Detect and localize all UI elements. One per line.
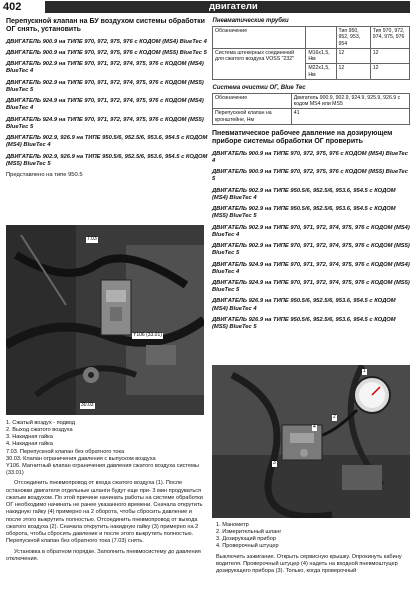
section-heading-bypass-valve: Перепускной клапан на БУ воздухом системы обработки ОГ снять, установить	[6, 18, 205, 34]
table-cell: Обозначение	[213, 27, 306, 49]
table-cell: Обозначение	[213, 94, 292, 109]
engine-spec: ДВИГАТЕЛЬ 900.9 на ТИПЕ 970, 972, 975, 976 с КОДОМ (MS4) BlueTec 4	[6, 38, 207, 45]
table-row	[213, 109, 410, 124]
table-cell: 12	[336, 48, 370, 63]
engine-spec: ДВИГАТЕЛЬ 900.9 на ТИПЕ 970, 972, 975, 976 с КОДОМ (MS4) BlueTec 4	[212, 150, 408, 164]
photo-label: 30.03	[81, 402, 94, 408]
bypass-valve-photo	[6, 225, 204, 415]
legend-item: 3. Накидная гайка	[6, 434, 53, 441]
legend-item: 1. Манометр	[216, 522, 249, 528]
photo-label: 7.03	[87, 236, 97, 242]
procedure-text: Выключить зажигание. Открыть сервисную крышку. Опрокинуть кабину водителя. Проверочный штуцер (4) надеть на входной пневмоштуцер дозирующего прибора (3). Только, когда проверочный	[216, 553, 402, 575]
legend-item: 7.03. Перепускной клапан без обратного тока	[6, 448, 125, 455]
pressure-gauge-illustration	[212, 365, 410, 518]
photo-label: 2	[333, 414, 336, 420]
engine-spec: ДВИГАТЕЛЬ 926.9 на ТИПЕ 950.5/6, 952.5/6, 953.6, 954.5 с КОДОМ (MS4) BlueTec 4	[212, 298, 396, 312]
table-cell: Перепускной клапан на кронштейне, Нм	[213, 109, 292, 124]
exhaust-system-table	[212, 85, 410, 125]
engine-spec: ДВИГАТЕЛЬ 902.9 на ТИПЕ 970, 971, 972, 974, 975, 976 с КОДОМ (MS4) BlueTec 4	[6, 61, 204, 75]
photo-label: 3	[273, 460, 276, 466]
legend-item: 4. Проверочный штуцер	[216, 543, 279, 550]
engine-spec: ДВИГАТЕЛЬ 924.9 на ТИПЕ 970, 971, 972, 974, 975, 976 с КОДОМ (MS4) BlueTec 4	[212, 261, 410, 275]
table-cell: 12	[336, 64, 370, 79]
page-header	[0, 0, 414, 14]
table-cell	[306, 27, 336, 49]
table-cell: Тип 970, 972, 974, 975, 976	[370, 27, 409, 49]
left-lower-text	[6, 420, 208, 563]
legend-item: 30.03. Клапан ограничения давления с выпуском воздуха	[6, 455, 156, 462]
table-cell: 12	[370, 48, 409, 63]
table-title: Система очистки ОГ, Blue Tec	[212, 84, 306, 91]
pneumatic-tubes-table	[212, 18, 410, 80]
engine-spec: ДВИГАТЕЛЬ 924.9 на ТИПЕ 970, 971, 972, 974, 975, 976 с КОДОМ (MS5) BlueTec 5	[6, 116, 204, 130]
legend-item: 2. Измерительный шланг	[216, 529, 282, 536]
section-title: двигатели	[45, 1, 410, 13]
right-column	[212, 18, 410, 335]
engine-spec: ДВИГАТЕЛЬ 902.9 на ТИПЕ 950.5/6, 952.5/6, 953.6, 954.5 с КОДОМ (MS5) BlueTec 5	[212, 206, 396, 220]
pressure-gauge-photo	[212, 365, 410, 518]
procedure-text: Установка в обратном порядке. Заполнить пневмосистему до давления отключения.	[6, 548, 201, 562]
photo-legend	[216, 522, 410, 551]
engine-spec: ДВИГАТЕЛЬ 902.9 на ТИПЕ 970, 971, 972, 974, 975, 976 с КОДОМ (MS5) BlueTec 5	[212, 243, 410, 257]
shown-on-note: Представлено на типе 950.5	[6, 172, 83, 179]
table-cell: M16x1,5, Нм	[306, 48, 336, 63]
engine-spec: ДВИГАТЕЛЬ 900.9 на ТИПЕ 970, 972, 975, 976 с КОДОМ (MS5) BlueTec 5	[6, 50, 207, 57]
engine-spec: ДВИГАТЕЛЬ 902.9 на ТИПЕ 950.5/6, 952.5/6, 953.6, 954.5 с КОДОМ (MS4) BlueTec 4	[212, 187, 396, 201]
bypass-valve-illustration	[6, 225, 204, 415]
table-cell: Двигатель 900.9, 902.9, 924.9, 925.9, 926.9 с кодом MS4 или MS5	[291, 94, 409, 109]
engine-spec: ДВИГАТЕЛЬ 924.9 на ТИПЕ 970, 971, 972, 974, 975, 976 с КОДОМ (MS4) BlueTec 4	[6, 98, 204, 112]
legend-item: 1. Сжатый воздух - подвод	[6, 420, 76, 426]
legend-item: 4. Накидная гайка	[6, 441, 53, 448]
photo-label: Y106 (33.01)	[133, 332, 162, 338]
table-cell: Тип 950, 952, 953, 954	[336, 27, 370, 49]
engine-spec: ДВИГАТЕЛЬ 924.9 на ТИПЕ 970, 971, 972, 974, 975, 976 с КОДОМ (MS5) BlueTec 5	[212, 280, 410, 294]
left-column	[6, 18, 208, 182]
photo-legend	[6, 420, 208, 477]
engine-spec: ДВИГАТЕЛЬ 902.9 на ТИПЕ 970, 971, 972, 974, 975, 976 с КОДОМ (MS5) BlueTec 5	[6, 79, 204, 93]
page-number: 402	[3, 1, 22, 13]
table-title: Пневматические трубки	[212, 18, 289, 24]
table-cell: 12	[370, 64, 409, 79]
table-cell: 41	[291, 109, 409, 124]
section-heading-pressure-check: Пневматическое рабочее давление на дозирующем приборе системы обработки ОГ проверить	[212, 129, 393, 146]
engine-spec: ДВИГАТЕЛЬ 900.9 на ТИПЕ 970, 972, 975, 976 с КОДОМ (MS5) BlueTec 5	[212, 169, 408, 183]
table-row	[213, 48, 410, 63]
table-row	[213, 94, 410, 109]
table-cell: M22x1,5, Нм	[306, 64, 336, 79]
table-cell: Система штекерных соединений для сжатого воздуха VOSS "232"	[213, 48, 306, 79]
engine-spec: ДВИГАТЕЛЬ 926.9 на ТИПЕ 950.5/6, 952.5/6, 953.6, 954.5 с КОДОМ (MS5) BlueTec 5	[212, 316, 396, 331]
photo-label: 4	[313, 424, 316, 430]
engine-spec: ДВИГАТЕЛЬ 902.9, 926.9 на ТИПЕ 950.5/6, 952.5/6, 953.6, 954.5 с КОДОМ (MS5) BlueTec 5	[6, 153, 208, 167]
engine-spec: ДВИГАТЕЛЬ 902.9 на ТИПЕ 970, 971, 972, 974, 975, 976 с КОДОМ (MS4) BlueTec 4	[212, 224, 410, 238]
legend-item: Y106. Магнитный клапан ограничения давления сжатого воздуха системы (33.01)	[6, 462, 199, 477]
legend-item: 2. Выход сжатого воздуха	[6, 427, 73, 434]
right-lower-text	[216, 522, 410, 575]
legend-item: 3. Дозирующий прибор	[216, 536, 276, 543]
procedure-text: Отсоединить пневмопровод от входа сжатого воздуха (1). После остановки двигателя отдельные шланги будут еще при- 3 мин продуваться сжатым воздухом. По этой причине начинать работы на системе обработки ОГ необходимо начинать не ранее указанного времени. Сначала открутить накидную гайку (4) примерно на 2 оборота, чтобы сбросить давление и после этого выкрутить полностью. Отсоединить пневмопровод от выхода сжатого воздуха (2). Сначала открутить накидную гайку (3) примерно на 2 оборота, чтобы сбросить давление и после этого выкрутить полностью. Перепускной клапан без обратного тока (7.03) снять.	[6, 480, 203, 545]
table-row	[213, 27, 410, 49]
engine-spec: ДВИГАТЕЛЬ 902.9, 926.9 на ТИПЕ 950.5/6, 952.5/6, 953.6, 954.5 с КОДОМ (MS4) BlueTec 4	[6, 135, 208, 149]
photo-label: 1	[363, 368, 366, 374]
